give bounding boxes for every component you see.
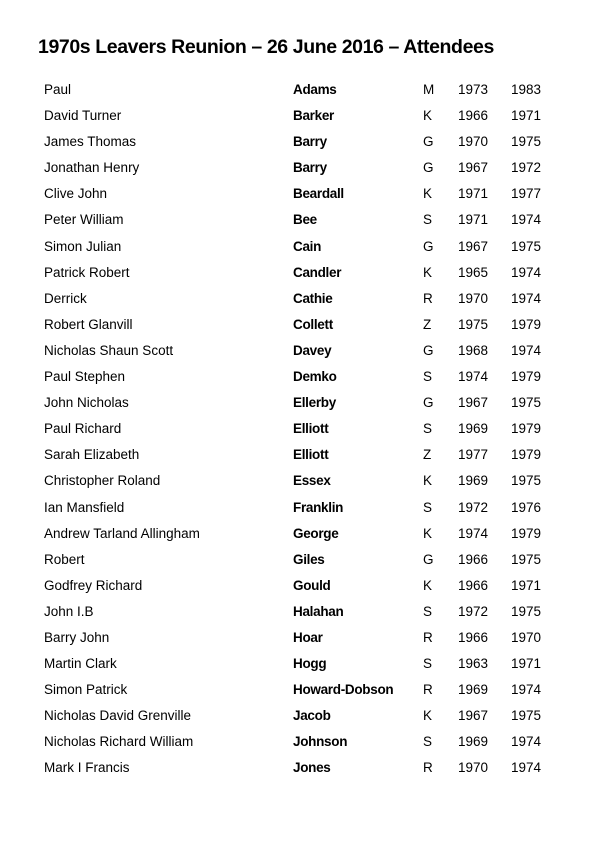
year-to: 1976 <box>511 499 542 515</box>
year-to: 1979 <box>511 369 542 385</box>
year-from: 1972 <box>458 499 489 515</box>
year-from: 1965 <box>458 264 489 280</box>
year-from: 1968 <box>458 342 489 358</box>
year-to: 1971 <box>511 577 542 593</box>
year-to: 1977 <box>511 186 542 202</box>
first-names: Simon Julian <box>44 238 122 254</box>
attendee-row <box>44 77 584 103</box>
house-code: Z <box>423 316 432 332</box>
attendee-row <box>44 495 584 521</box>
year-from: 1969 <box>458 682 489 698</box>
attendee-row <box>44 442 584 468</box>
first-names: David Turner <box>44 108 122 124</box>
house-code: G <box>423 551 434 567</box>
house-code: K <box>423 708 433 724</box>
year-from: 1971 <box>458 212 489 228</box>
page-title: 1970s Leavers Reunion – 26 June 2016 – Attendees <box>38 36 494 58</box>
year-to: 1979 <box>511 316 542 332</box>
first-names: John I.B <box>44 603 94 619</box>
surname: Franklin <box>293 499 344 515</box>
house-code: R <box>423 290 433 306</box>
year-from: 1967 <box>458 238 489 254</box>
house-code: K <box>423 108 433 124</box>
surname: Elliott <box>293 421 329 437</box>
year-to: 1974 <box>511 290 542 306</box>
house-code: K <box>423 473 433 489</box>
surname: Candler <box>293 264 342 280</box>
house-code: R <box>423 682 433 698</box>
house-code: G <box>423 238 434 254</box>
attendee-row <box>44 521 584 547</box>
first-names: Nicholas David Grenville <box>44 708 192 724</box>
surname: Jacob <box>293 708 331 724</box>
first-names: Nicholas Shaun Scott <box>44 342 174 358</box>
house-code: R <box>423 760 433 776</box>
year-from: 1974 <box>458 369 489 385</box>
attendee-row <box>44 468 584 494</box>
house-code: S <box>423 421 433 437</box>
first-names: Robert <box>44 551 85 567</box>
year-to: 1975 <box>511 551 542 567</box>
year-to: 1979 <box>511 421 542 437</box>
surname: Jones <box>293 760 331 776</box>
house-code: R <box>423 629 433 645</box>
first-names: Simon Patrick <box>44 682 128 698</box>
year-from: 1973 <box>458 82 489 97</box>
year-from: 1975 <box>458 316 489 332</box>
year-from: 1969 <box>458 421 489 437</box>
year-to: 1975 <box>511 708 542 724</box>
attendee-row <box>44 547 584 573</box>
surname: Halahan <box>293 603 344 619</box>
year-to: 1974 <box>511 264 542 280</box>
attendee-row <box>44 155 584 181</box>
surname: Collett <box>293 316 333 332</box>
year-to: 1974 <box>511 682 542 698</box>
year-to: 1983 <box>511 82 542 97</box>
year-to: 1975 <box>511 395 542 411</box>
surname: Cain <box>293 238 322 254</box>
attendee-row <box>44 416 584 442</box>
house-code: K <box>423 186 433 202</box>
surname: Giles <box>293 551 325 567</box>
first-names: Derrick <box>44 290 87 306</box>
year-from: 1970 <box>458 760 489 776</box>
attendee-row <box>44 234 584 260</box>
attendee-row <box>44 625 584 651</box>
house-code: S <box>423 734 433 750</box>
surname: Barry <box>293 160 327 176</box>
house-code: G <box>423 395 434 411</box>
surname: George <box>293 525 339 541</box>
attendee-row <box>44 103 584 129</box>
house-code: S <box>423 603 433 619</box>
surname: Cathie <box>293 290 333 306</box>
first-names: Paul Stephen <box>44 369 126 385</box>
house-code: S <box>423 499 433 515</box>
year-to: 1974 <box>511 734 542 750</box>
house-code: G <box>423 134 434 150</box>
year-to: 1974 <box>511 342 542 358</box>
year-from: 1970 <box>458 134 489 150</box>
attendee-row <box>44 573 584 599</box>
surname: Demko <box>293 369 337 385</box>
first-names: Nicholas Richard William <box>44 734 194 750</box>
year-to: 1970 <box>511 629 542 645</box>
surname: Johnson <box>293 734 348 750</box>
house-code: K <box>423 577 433 593</box>
attendee-row <box>44 677 584 703</box>
first-names: Paul <box>44 82 72 97</box>
first-names: Clive John <box>44 186 108 202</box>
year-from: 1970 <box>458 290 489 306</box>
year-from: 1967 <box>458 395 489 411</box>
year-from: 1977 <box>458 447 489 463</box>
attendee-row <box>44 260 584 286</box>
attendee-row <box>44 599 584 625</box>
surname: Howard-Dobson <box>293 682 394 698</box>
first-names: Barry John <box>44 629 110 645</box>
year-from: 1966 <box>458 551 489 567</box>
surname: Essex <box>293 473 331 489</box>
year-from: 1971 <box>458 186 489 202</box>
first-names: Paul Richard <box>44 421 122 437</box>
attendee-row <box>44 729 584 755</box>
year-from: 1966 <box>458 629 489 645</box>
first-names: Robert Glanvill <box>44 316 133 332</box>
year-from: 1969 <box>458 473 489 489</box>
first-names: Godfrey Richard <box>44 577 143 593</box>
year-to: 1974 <box>511 212 542 228</box>
year-to: 1971 <box>511 656 542 672</box>
first-names: Ian Mansfield <box>44 499 125 515</box>
year-from: 1969 <box>458 734 489 750</box>
year-to: 1975 <box>511 603 542 619</box>
house-code: K <box>423 264 433 280</box>
year-from: 1966 <box>458 108 489 124</box>
year-from: 1967 <box>458 708 489 724</box>
house-code: G <box>423 342 434 358</box>
attendee-row <box>44 364 584 390</box>
surname: Beardall <box>293 186 344 202</box>
year-to: 1979 <box>511 447 542 463</box>
year-from: 1974 <box>458 525 489 541</box>
house-code: G <box>423 160 434 176</box>
first-names: Sarah Elizabeth <box>44 447 140 463</box>
surname: Bee <box>293 212 317 228</box>
year-to: 1974 <box>511 760 542 776</box>
year-to: 1975 <box>511 473 542 489</box>
attendee-row <box>44 312 584 338</box>
first-names: Patrick Robert <box>44 264 130 280</box>
attendee-row <box>44 338 584 364</box>
attendee-row <box>44 651 584 677</box>
attendee-row <box>44 181 584 207</box>
first-names: Martin Clark <box>44 656 117 672</box>
attendee-row <box>44 129 584 155</box>
first-names: Mark I Francis <box>44 760 130 776</box>
first-names: Jonathan Henry <box>44 160 140 176</box>
surname: Davey <box>293 342 332 358</box>
house-code: S <box>423 212 433 228</box>
year-from: 1967 <box>458 160 489 176</box>
first-names: Peter William <box>44 212 124 228</box>
house-code: S <box>423 656 433 672</box>
first-names: Christopher Roland <box>44 473 161 489</box>
house-code: M <box>423 82 435 97</box>
first-names: Andrew Tarland Allingham <box>44 525 200 541</box>
attendee-row <box>44 755 584 781</box>
year-from: 1966 <box>458 577 489 593</box>
surname: Hogg <box>293 656 327 672</box>
house-code: Z <box>423 447 432 463</box>
surname: Gould <box>293 577 331 593</box>
attendee-row <box>44 390 584 416</box>
surname: Barry <box>293 134 327 150</box>
attendee-row <box>44 286 584 312</box>
year-to: 1979 <box>511 525 542 541</box>
attendee-row <box>44 207 584 233</box>
house-code: S <box>423 369 433 385</box>
surname: Adams <box>293 82 337 97</box>
surname: Elliott <box>293 447 329 463</box>
attendee-list <box>44 77 584 782</box>
year-to: 1975 <box>511 134 542 150</box>
year-from: 1972 <box>458 603 489 619</box>
year-to: 1972 <box>511 160 542 176</box>
attendee-row <box>44 703 584 729</box>
surname: Hoar <box>293 629 323 645</box>
house-code: K <box>423 525 433 541</box>
year-from: 1963 <box>458 656 489 672</box>
first-names: James Thomas <box>44 134 137 150</box>
year-to: 1971 <box>511 108 542 124</box>
surname: Barker <box>293 108 334 124</box>
surname: Ellerby <box>293 395 336 411</box>
first-names: John Nicholas <box>44 395 129 411</box>
year-to: 1975 <box>511 238 542 254</box>
